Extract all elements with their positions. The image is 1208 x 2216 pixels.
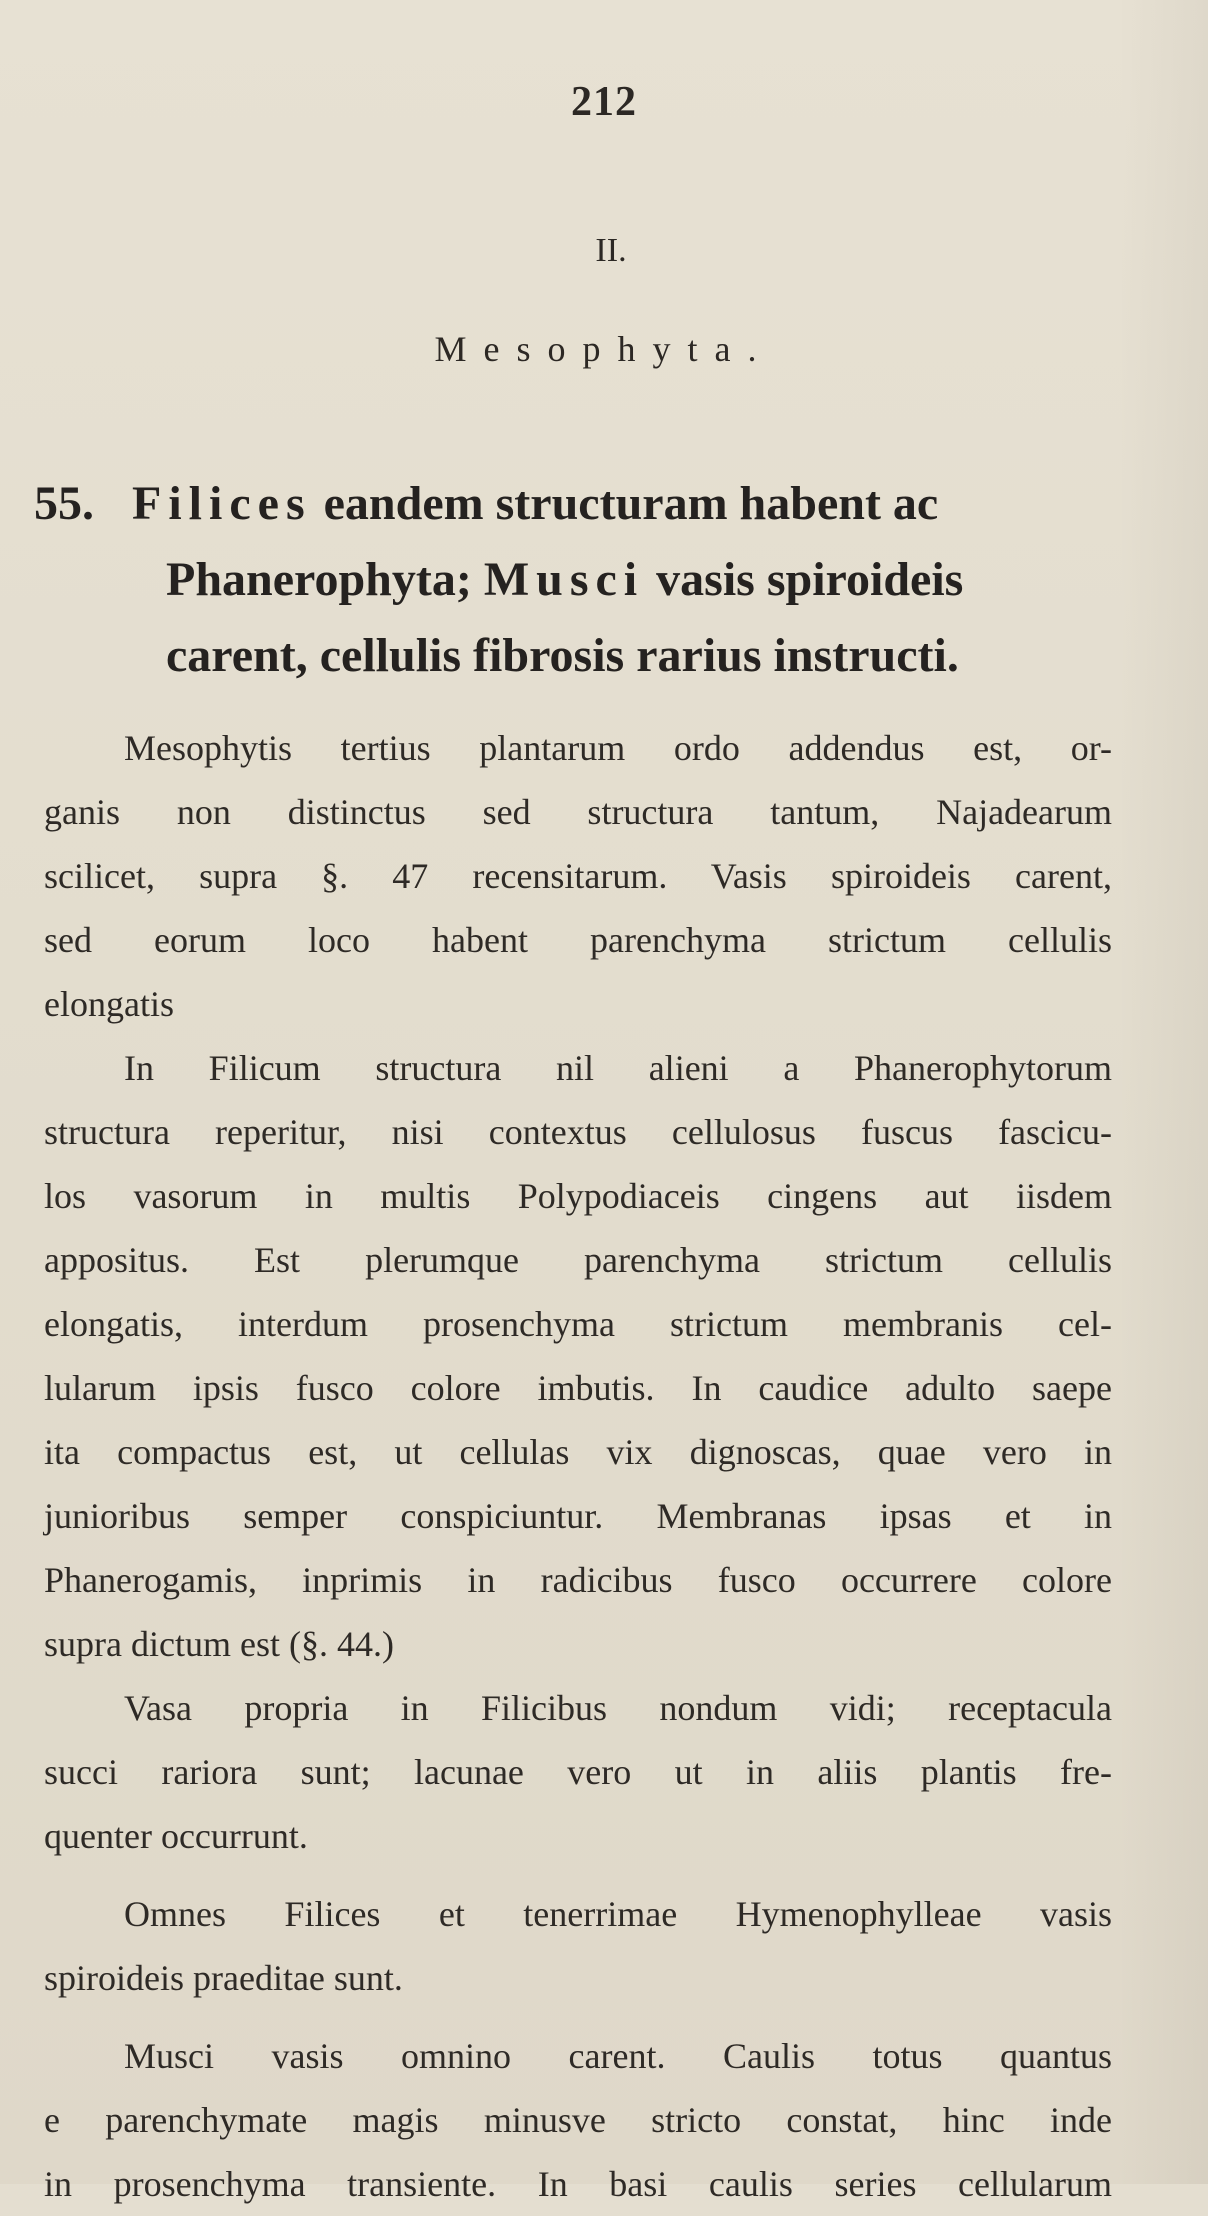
text-line: e parenchymate magis minusve stricto constat, hinc inde [44, 2100, 1112, 2140]
text-line: sed eorum loco habent parenchyma strictum cellulis [44, 920, 1112, 960]
text-line: elongatis, interdum prosenchyma strictum membranis cel- [44, 1304, 1112, 1344]
text-line: supra dictum est (§. 44.) [44, 1624, 394, 1664]
heading-line-2 [34, 542, 1134, 618]
text-line: Mesophytis tertius plantarum ordo addendus est, or- [124, 728, 1112, 768]
text-line: appositus. Est plerumque parenchyma strictum cellulis [44, 1240, 1112, 1280]
text-line: scilicet, supra §. 47 recensitarum. Vasis spiroideis carent, [44, 856, 1112, 896]
text-line: Phanerogamis, inprimis in radicibus fusco occurrere colore [44, 1560, 1112, 1600]
text-line: Omnes Filices et tenerrimae Hymenophylleae vasis [124, 1894, 1112, 1934]
text-line: ita compactus est, ut cellulas vix dignoscas, quae vero in [44, 1432, 1112, 1472]
text-line: lularum ipsis fusco colore imbutis. In caudice adulto saepe [44, 1368, 1112, 1408]
text-line: ganis non distinctus sed structura tantum, Najadearum [44, 792, 1112, 832]
text-line: quenter occurrunt. [44, 1816, 308, 1856]
text-line: Musci vasis omnino carent. Caulis totus quantus [124, 2036, 1112, 2076]
heading-line2-rest: vasis spiroideis [644, 553, 964, 606]
page-number: 212 [571, 79, 637, 125]
text-line: elongatis [44, 984, 174, 1024]
heading-line-3 [34, 618, 1134, 694]
heading-line-1 [34, 466, 1134, 542]
heading-line1-rest: eandem structuram habent ac [311, 477, 939, 530]
section-numeral: II. [595, 232, 627, 269]
heading-filices: Filices [132, 477, 312, 530]
text-line: In Filicum structura nil alieni a Phanerophytorum [124, 1048, 1112, 1088]
section-title: Mesophyta. [434, 329, 774, 369]
text-line: junioribus semper conspiciuntur. Membranas ipsas et in [44, 1496, 1112, 1536]
text-line: in prosenchyma transiente. In basi caulis series cellularum [44, 2164, 1112, 2204]
heading-number: 55. [34, 477, 94, 530]
text-line: succi rariora sunt; lacunae vero ut in aliis plantis fre- [44, 1752, 1112, 1792]
paragraph-heading [34, 466, 1134, 694]
text-line: structura reperitur, nisi contextus cellulosus fuscus fascicu- [44, 1112, 1112, 1152]
heading-line2-start: Phanerophyta; [166, 553, 484, 606]
heading-line3: carent, cellulis fibrosis rarius instructi. [166, 629, 959, 682]
heading-musci: Musci [483, 553, 645, 606]
text-line: los vasorum in multis Polypodiaceis cingens aut iisdem [44, 1176, 1112, 1216]
body-text [44, 716, 1112, 2216]
text-line: Vasa propria in Filicibus nondum vidi; receptacula [124, 1688, 1112, 1728]
text-line: spiroideis praeditae sunt. [44, 1958, 403, 1998]
